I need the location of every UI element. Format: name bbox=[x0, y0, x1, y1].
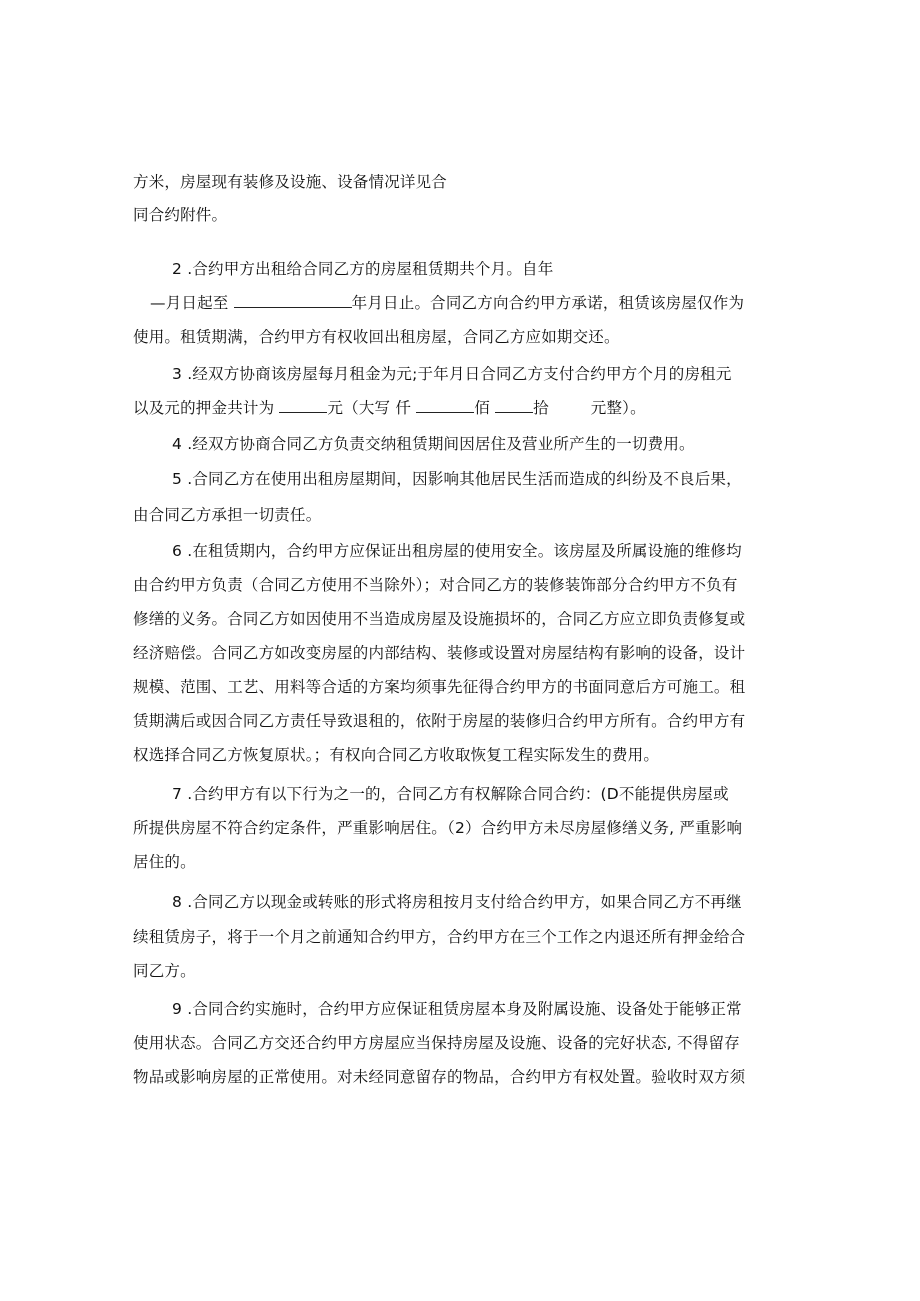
clause2-line-2 bbox=[150, 293, 744, 313]
clause6-line-4: 经济赔偿。合同乙方如改变房屋的内部结构、装修或设置对房屋结构有影响的设备，设计 bbox=[133, 644, 746, 662]
clause3-line-1: 3 .经双方协商该房屋每月租金为元;于年月日合同乙方支付合约甲方个月的房租元 bbox=[172, 365, 732, 383]
clause9-line-2: 使用状态。合同乙方交还合约甲方房屋应当保持房屋及设施、设备的完好状态, 不得留存 bbox=[133, 1034, 740, 1052]
amount-uppercase-text: 元（大写 仟 bbox=[327, 399, 412, 417]
clause8-line-3: 同乙方。 bbox=[133, 962, 196, 980]
intro-line-1: 方米，房屋现有装修及设施、设备情况详见合 bbox=[133, 173, 448, 191]
clause2-line-1: 2 .合约甲方出租给合同乙方的房屋租赁期共个月。自年 bbox=[172, 260, 554, 278]
clause4-line-1: 4 .经双方协商合同乙方负责交纳租赁期间因居住及营业所产生的一切费用。 bbox=[172, 435, 695, 453]
yuan-text: 元整）。 bbox=[590, 399, 646, 417]
clause6-line-7: 权选择合同乙方恢复原状。；有权向合同乙方收取恢复工程实际发生的费用。 bbox=[133, 746, 660, 764]
deposit-total-text: 以及元的押金共计为 bbox=[133, 399, 275, 417]
clause8-line-1: 8 .合同乙方以现金或转账的形式将房租按月支付给合约甲方，如果合同乙方不再继 bbox=[172, 893, 742, 911]
clause5-line-2: 由合同乙方承担一切责任。 bbox=[133, 506, 322, 524]
clause6-line-3: 修缮的义务。合同乙方如因使用不当造成房屋及设施损坏的，合同乙方应立即负责修复或 bbox=[133, 610, 746, 628]
hundreds-blank bbox=[495, 398, 533, 413]
clause3-line-2 bbox=[133, 398, 646, 418]
clause2-end-text: 年月日止。合同乙方向合约甲方承诺，租赁该房屋仅作为 bbox=[351, 294, 745, 312]
thousands-blank bbox=[416, 398, 474, 413]
clause7-line-3: 居住的。 bbox=[133, 853, 196, 871]
clause7-line-1: 7 .合约甲方有以下行为之一的，合同乙方有权解除合同合约：(D不能提供房屋或 bbox=[172, 785, 729, 803]
clause2-start-text: —月日起至 bbox=[150, 294, 229, 312]
clause2-line-3: 使用。租赁期满，合约甲方有权收回出租房屋，合同乙方应如期交还。 bbox=[133, 328, 620, 346]
hundreds-text: 佰 bbox=[474, 399, 490, 417]
clause9-line-1: 9 .合同合约实施时，合约甲方应保证租赁房屋本身及附属设施、设备处于能够正常 bbox=[172, 1000, 742, 1018]
clause8-line-2: 续租赁房子，将于一个月之前通知合约甲方，合约甲方在三个工作之内退还所有押金给合 bbox=[133, 928, 746, 946]
clause6-line-1: 6 .在租赁期内，合约甲方应保证出租房屋的使用安全。该房屋及所属设施的维修均 bbox=[172, 542, 742, 560]
clause9-line-3: 物品或影响房屋的正常使用。对未经同意留存的物品，合约甲方有权处置。验收时双方须 bbox=[133, 1068, 746, 1086]
tens-text: 拾 bbox=[533, 399, 549, 417]
clause5-line-1: 5 .合同乙方在使用出租房屋期间，因影响其他居民生活而造成的纠纷及不良后果， bbox=[172, 470, 742, 488]
lease-end-blank bbox=[234, 293, 352, 308]
intro-line-2: 同合约附件。 bbox=[133, 206, 228, 224]
clause6-line-5: 规模、范围、工艺、用料等合适的方案均须事先征得合约甲方的书面同意后方可施工。租 bbox=[133, 678, 746, 696]
deposit-total-blank bbox=[279, 398, 327, 413]
clause6-line-6: 赁期满后或因合同乙方责任导致退租的，依附于房屋的装修归合约甲方所有。合约甲方有 bbox=[133, 712, 746, 730]
clause6-line-2: 由合约甲方负责（合同乙方使用不当除外）；对合同乙方的装修装饰部分合约甲方不负有 bbox=[133, 576, 738, 594]
clause7-line-2: 所提供房屋不符合约定条件，严重影响居住。（2）合约甲方未尽房屋修缮义务, 严重影响 bbox=[133, 819, 743, 837]
